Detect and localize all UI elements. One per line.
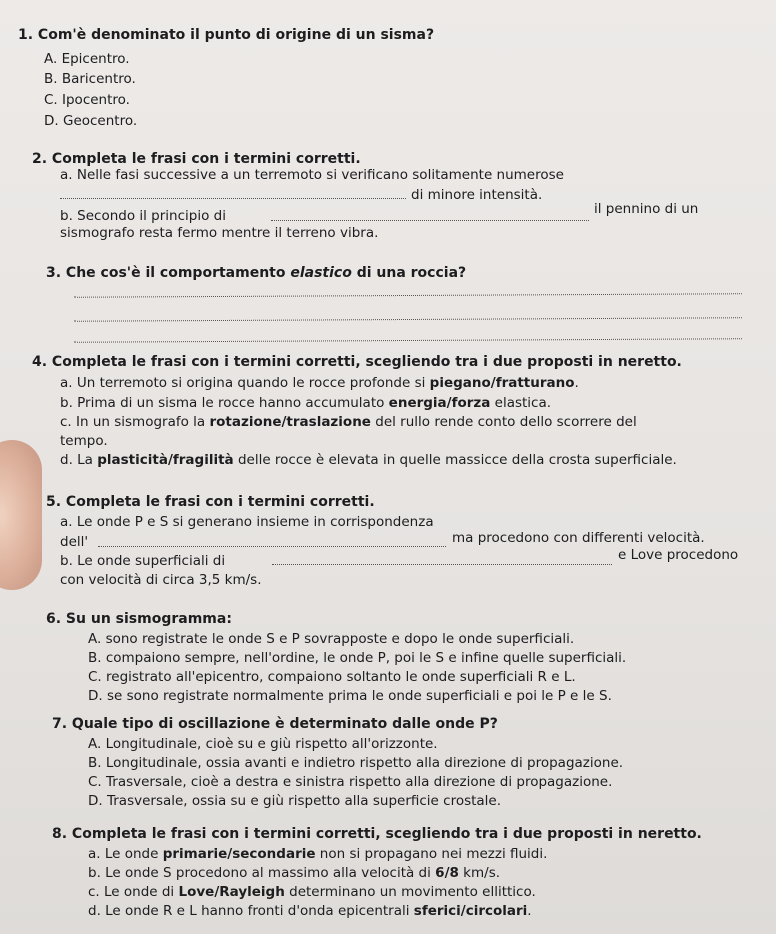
q5-a-line3: ma procedono con differenti velocità. <box>452 530 705 546</box>
q4-item-b: b. Prima di un sisma le rocce hanno accumulato energia/forza elastica. <box>60 395 552 411</box>
q7-option-d: D. Trasversale, ossia su e giù rispetto alla superficie crostale. <box>88 793 502 809</box>
q6-option-d: D. se sono registrate normalmente prima le onde superficiali e poi le P e le S. <box>88 688 612 704</box>
q6-title: 6. Su un sismogramma: <box>46 611 232 627</box>
q1-title: 1. Com'è denominato il punto di origine di un sisma? <box>18 27 435 43</box>
q4-item-c-cont: tempo. <box>60 433 108 449</box>
q2-b-line1: b. Secondo il principio di <box>60 208 226 224</box>
q6-option-b: B. compaiono sempre, nell'ordine, le onde P, poi le S e infine quelle superficiali. <box>88 650 627 666</box>
q3-answer-line-1[interactable] <box>74 293 742 297</box>
q3-italic-term: elastico <box>290 265 352 281</box>
q4-title: 4. Completa le frasi con i termini corretti, scegliendo tra i due proposti in neretto. <box>32 354 682 370</box>
q2-a-line1: a. Nelle fasi successive a un terremoto si verificano solitamente numerose <box>60 167 564 183</box>
q2-a-blank[interactable] <box>60 198 406 199</box>
q8-item-b: b. Le onde S procedono al massimo alla velocità di 6/8 km/s. <box>88 865 501 881</box>
q1-option-c: C. Ipocentro. <box>44 92 130 108</box>
q7-option-b: B. Longitudinale, ossia avanti e indietro rispetto alla direzione di propagazione. <box>88 755 624 771</box>
q1-option-d: D. Geocentro. <box>44 113 138 129</box>
q4-item-d: d. La plasticità/fragilità delle rocce è elevata in quelle massicce della crosta superficiale. <box>60 452 677 468</box>
q8-title: 8. Completa le frasi con i termini corretti, scegliendo tra i due proposti in neretto. <box>52 826 702 842</box>
q2-b-blank[interactable] <box>271 220 589 221</box>
q5-title: 5. Completa le frasi con i termini corretti. <box>46 494 375 510</box>
q7-title: 7. Quale tipo di oscillazione è determinato dalle onde P? <box>52 716 498 732</box>
q5-b-line1: b. Le onde superficiali di <box>60 553 226 569</box>
q3-title: 3. Che cos'è il comportamento elastico di una roccia? <box>46 265 467 281</box>
q8-item-d: d. Le onde R e L hanno fronti d'onda epicentrali sferici/circolari. <box>88 903 532 919</box>
q6-option-c: C. registrato all'epicentro, compaiono soltanto le onde superficiali R e L. <box>88 669 576 685</box>
q8-item-c: c. Le onde di Love/Rayleigh determinano un movimento ellittico. <box>88 884 536 900</box>
q3-answer-line-3[interactable] <box>74 338 742 342</box>
q3-answer-line-2[interactable] <box>74 317 742 321</box>
q5-a-line2: dell' <box>60 534 89 550</box>
q1-option-b: B. Baricentro. <box>44 71 136 87</box>
q5-b-line3: con velocità di circa 3,5 km/s. <box>60 572 262 588</box>
q5-a-blank[interactable] <box>98 546 446 547</box>
q1-option-a: A. Epicentro. <box>44 51 130 67</box>
q2-b-line3: sismografo resta fermo mentre il terreno vibra. <box>60 225 379 241</box>
q5-b-blank[interactable] <box>272 564 612 565</box>
q2-a-line2: di minore intensità. <box>411 187 543 203</box>
q5-b-line2: e Love procedono <box>618 547 739 563</box>
q4-item-c: c. In un sismografo la rotazione/traslazione del rullo rende conto dello scorrere del <box>60 414 637 430</box>
thumb-in-photo <box>0 440 42 590</box>
q8-item-a: a. Le onde primarie/secondarie non si propagano nei mezzi fluidi. <box>88 846 548 862</box>
q7-option-c: C. Trasversale, cioè a destra e sinistra rispetto alla direzione di propagazione. <box>88 774 613 790</box>
q5-a-line1: a. Le onde P e S si generano insieme in corrispondenza <box>60 514 434 530</box>
q4-item-a: a. Un terremoto si origina quando le rocce profonde si piegano/fratturano. <box>60 375 579 391</box>
q2-title: 2. Completa le frasi con i termini corretti. <box>32 151 361 167</box>
q7-option-a: A. Longitudinale, cioè su e giù rispetto all'orizzonte. <box>88 736 438 752</box>
q6-option-a: A. sono registrate le onde S e P sovrapposte e dopo le onde superficiali. <box>88 631 575 647</box>
q2-b-line2: il pennino di un <box>594 201 699 217</box>
